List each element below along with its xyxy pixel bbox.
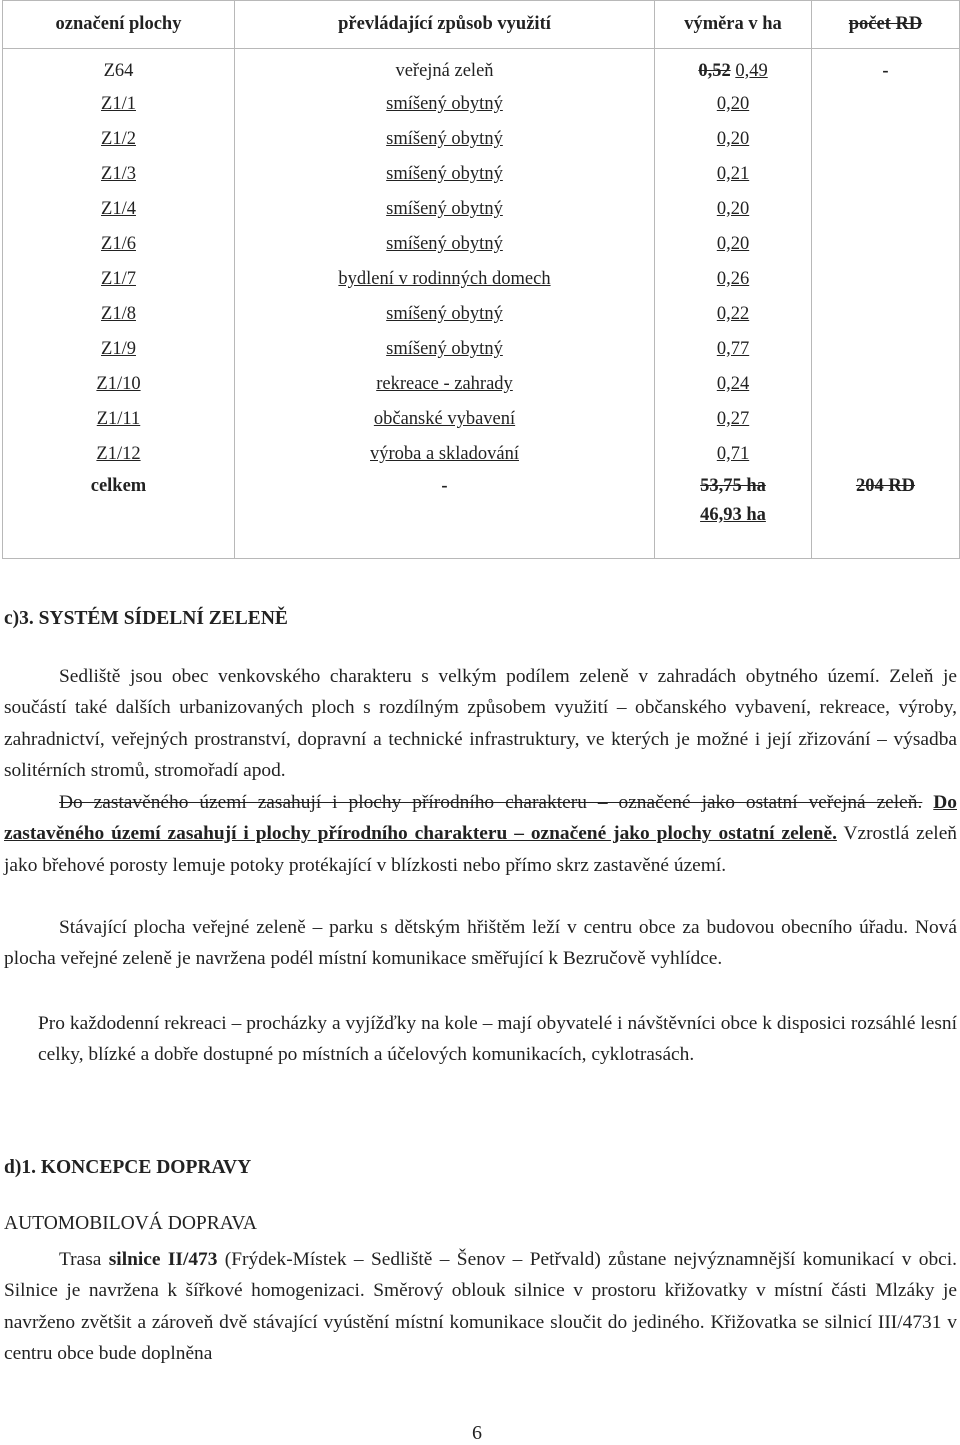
cell-area: 0,20 <box>655 87 812 122</box>
cell-area: 0,20 <box>655 122 812 157</box>
cell-count <box>812 87 960 122</box>
header-oznaceni: označení plochy <box>3 1 235 49</box>
page-number: 6 <box>472 1422 482 1444</box>
table-header-row <box>3 1 960 49</box>
cell-use: rekreace - zahrady <box>235 367 655 402</box>
table-row <box>3 192 960 227</box>
cell-area: 0,71 <box>655 437 812 472</box>
cell-count <box>812 262 960 297</box>
cell-code: Z1/7 <box>3 262 235 297</box>
paragraph-text: (Frýdek-Místek – Sedliště – Šenov – Petřvald) zůstane nejvýznamnější komunikací v obci. Silnice je navržena k šířkové homogenizaci. Směrový oblouk silnice v prostoru křižovatky v místní části Mlzáky je navrženo zvětšit a zároveň dvě stávající vyústění místní komunikace sloučit do jediného. Křižovatka se silnicí III/4731 v centru obce bude doplněna <box>4 1249 957 1364</box>
paragraph-c3-3: Stávající plocha veřejné zeleně – parku s dětským hřištěm leží v centru obce za budovou obecního úřadu. Nová plocha veřejné zeleně je navržena podél místní komunikace směřující k Bezručově vyhlídce. <box>4 917 957 970</box>
cell-area: 0,22 <box>655 297 812 332</box>
cell-code: Z1/12 <box>3 437 235 472</box>
total-count: 204 RD <box>812 472 960 559</box>
cell-count <box>812 297 960 332</box>
section-heading-d1: d)1. KONCEPCE DOPRAVY <box>4 1157 252 1178</box>
total-area-new: 46,93 ha <box>700 505 766 525</box>
cell-code: Z1/3 <box>3 157 235 192</box>
cell-code: Z1/11 <box>3 402 235 437</box>
cell-use: smíšený obytný <box>235 227 655 262</box>
header-vymera: výměra v ha <box>655 1 812 49</box>
cell-use: výroba a skladování <box>235 437 655 472</box>
table-row <box>3 402 960 437</box>
paragraph-c3-4: Pro každodenní rekreaci – procházky a vyjížďky na kole – mají obyvatelé i návštěvníci obce k disposici rozsáhlé lesní celky, blízké a dobře dostupné po místních a účelových komunikacích, cyklotrasách. <box>38 1013 957 1066</box>
paragraph-c3-1: Sedliště jsou obec venkovského charakteru s velkým podílem zeleně v zahradách obytného území. Zeleň je součástí také dalších urbanizovaných ploch s rozdílným způsobem využití – občanského vybavení, rekreace, výroby, zahradnictví, veřejných prostranství, dopravní a technické infrastruktury, ve kterých je možné i její zřizování – výsadba solitérních stromů, stromořadí apod. <box>4 666 957 781</box>
cell-use: občanské vybavení <box>235 402 655 437</box>
areas-table <box>2 0 960 559</box>
cell-code: Z1/8 <box>3 297 235 332</box>
cell-count <box>812 367 960 402</box>
cell-code: Z1/1 <box>3 87 235 122</box>
cell-use: smíšený obytný <box>235 297 655 332</box>
total-area-old: 53,75 ha <box>700 476 766 496</box>
table-total-row <box>3 472 960 559</box>
cell-code: Z64 <box>3 49 235 88</box>
cell-code: Z1/10 <box>3 367 235 402</box>
paragraph-text: Trasa <box>59 1249 109 1270</box>
cell-area <box>655 49 812 88</box>
total-area <box>655 472 812 559</box>
cell-count: - <box>812 49 960 88</box>
cell-code: Z1/2 <box>3 122 235 157</box>
cell-area: 0,27 <box>655 402 812 437</box>
total-label: celkem <box>3 472 235 559</box>
cell-use: smíšený obytný <box>235 87 655 122</box>
paragraph-text: Vzrostlá zeleň jako břehové porosty lemuje potoky protékající v blízkosti nebo přímo skrz zastavěné území. <box>4 823 957 876</box>
total-use: - <box>235 472 655 559</box>
table-row <box>3 87 960 122</box>
cell-area: 0,20 <box>655 227 812 262</box>
table-row <box>3 367 960 402</box>
paragraph-c3-2 <box>4 787 957 881</box>
cell-area: 0,24 <box>655 367 812 402</box>
cell-count <box>812 192 960 227</box>
area-old: 0,52 <box>698 60 731 81</box>
cell-use: smíšený obytný <box>235 122 655 157</box>
cell-count <box>812 402 960 437</box>
road-name: silnice II/473 <box>108 1249 218 1270</box>
table-row <box>3 437 960 472</box>
header-pocet: počet RD <box>812 1 960 49</box>
table-row <box>3 122 960 157</box>
table-row <box>3 227 960 262</box>
cell-area: 0,20 <box>655 192 812 227</box>
cell-use: veřejná zeleň <box>235 49 655 88</box>
table-row <box>3 49 960 88</box>
table-row <box>3 157 960 192</box>
cell-use: smíšený obytný <box>235 332 655 367</box>
subheading-automobilova: AUTOMOBILOVÁ DOPRAVA <box>4 1213 257 1234</box>
table-row <box>3 262 960 297</box>
cell-count <box>812 122 960 157</box>
struck-text: Do zastavěného území zasahují i plochy přírodního charakteru – označené jako ostatní veřejná zeleň. <box>59 792 923 813</box>
section-heading-c3: c)3. SYSTÉM SÍDELNÍ ZELENĚ <box>4 608 288 629</box>
cell-count <box>812 227 960 262</box>
cell-area: 0,77 <box>655 332 812 367</box>
cell-use: smíšený obytný <box>235 192 655 227</box>
cell-use: bydlení v rodinných domech <box>235 262 655 297</box>
cell-area: 0,21 <box>655 157 812 192</box>
paragraph-d1-1 <box>4 1244 957 1369</box>
table-row <box>3 297 960 332</box>
cell-count <box>812 332 960 367</box>
cell-area: 0,26 <box>655 262 812 297</box>
cell-count <box>812 157 960 192</box>
table-row <box>3 332 960 367</box>
cell-code: Z1/4 <box>3 192 235 227</box>
cell-code: Z1/6 <box>3 227 235 262</box>
area-new: 0,49 <box>735 60 768 81</box>
inserted-text: Do zastavěného území zasahují i plochy přírodního charakteru – označené jako plochy ostatní zeleně. <box>4 792 957 845</box>
header-zpusob: převládající způsob využití <box>235 1 655 49</box>
cell-count <box>812 437 960 472</box>
cell-code: Z1/9 <box>3 332 235 367</box>
cell-use: smíšený obytný <box>235 157 655 192</box>
